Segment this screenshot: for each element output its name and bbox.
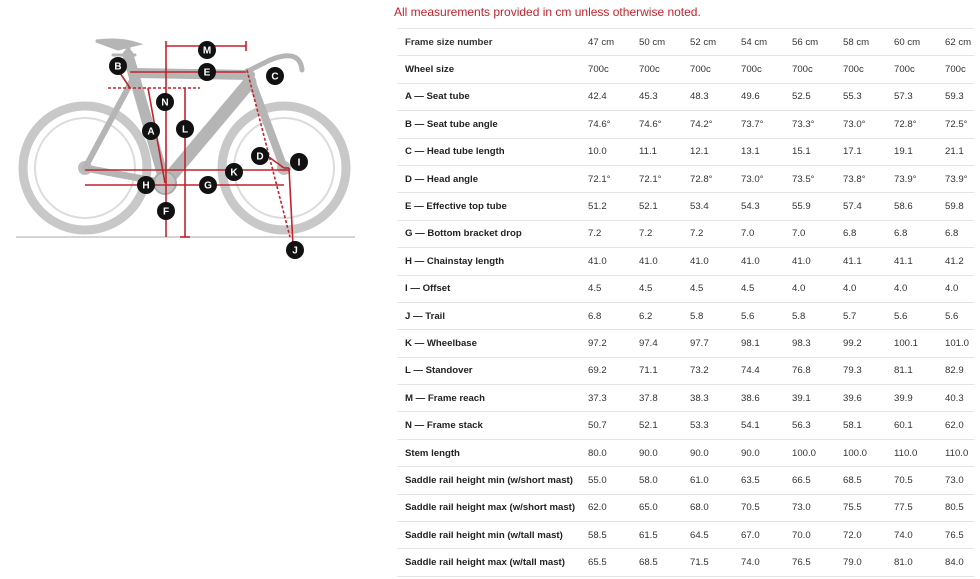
row-label: Wheel size (397, 56, 580, 83)
table-row (397, 385, 974, 412)
cell-value: 39.9 (886, 385, 937, 412)
cell-value: 73.9° (937, 165, 974, 192)
cell-value: 41.1 (886, 248, 937, 275)
size-header: 56 cm (784, 29, 835, 56)
cell-value: 39.1 (784, 385, 835, 412)
cell-value: 62.0 (580, 494, 631, 521)
row-label: I — Offset (397, 275, 580, 302)
cell-value: 55.9 (784, 193, 835, 220)
cell-value: 41.0 (682, 248, 733, 275)
cell-value: 68.5 (631, 549, 682, 576)
row-label: Saddle rail height max (w/short mast) (397, 494, 580, 521)
label-bubble-G (199, 176, 217, 194)
cell-value: 73.0° (835, 111, 886, 138)
svg-text:H: H (142, 180, 150, 192)
bike-geometry-diagram (0, 0, 370, 300)
table-row (397, 549, 974, 576)
cell-value: 7.2 (580, 220, 631, 247)
cell-value: 74.0 (886, 522, 937, 549)
cell-value: 73.2 (682, 357, 733, 384)
cell-value: 90.0 (631, 439, 682, 466)
cell-value: 6.8 (937, 220, 974, 247)
cell-value: 80.5 (937, 494, 974, 521)
cell-value: 69.2 (580, 357, 631, 384)
cell-value: 54.1 (733, 412, 784, 439)
cell-value: 101.0 (937, 330, 974, 357)
svg-text:F: F (162, 206, 170, 218)
cell-value: 5.8 (682, 302, 733, 329)
size-header: 60 cm (886, 29, 937, 56)
cell-value: 53.3 (682, 412, 733, 439)
label-bubble-L (176, 120, 194, 138)
table-row (397, 193, 974, 220)
cell-value: 700c (580, 56, 631, 83)
table-row (397, 494, 974, 521)
cell-value: 76.5 (784, 549, 835, 576)
cell-value: 72.1° (631, 165, 682, 192)
label-bubble-N (156, 93, 174, 111)
cell-value: 73.9° (886, 165, 937, 192)
cell-value: 71.5 (682, 549, 733, 576)
cell-value: 50.7 (580, 412, 631, 439)
svg-text:N: N (161, 97, 169, 109)
cell-value: 74.4 (733, 357, 784, 384)
cell-value: 73.0° (733, 165, 784, 192)
size-header: 47 cm (580, 29, 631, 56)
cell-value: 81.1 (886, 357, 937, 384)
cell-value: 15.1 (784, 138, 835, 165)
cell-value: 97.2 (580, 330, 631, 357)
cell-value: 80.0 (580, 439, 631, 466)
cell-value: 98.3 (784, 330, 835, 357)
cell-value: 13.1 (733, 138, 784, 165)
row-label: D — Head angle (397, 165, 580, 192)
cell-value: 7.2 (682, 220, 733, 247)
table-row (397, 138, 974, 165)
geometry-table-body (397, 29, 974, 577)
row-label: Saddle rail height min (w/tall mast) (397, 522, 580, 549)
table-row (397, 56, 974, 83)
table-header-row (397, 29, 974, 56)
label-bubble-E (198, 63, 216, 81)
cell-value: 73.0 (784, 494, 835, 521)
cell-value: 5.7 (835, 302, 886, 329)
cell-value: 48.3 (682, 83, 733, 110)
cell-value: 97.7 (682, 330, 733, 357)
cell-value: 63.5 (733, 467, 784, 494)
cell-value: 67.0 (733, 522, 784, 549)
label-bubble-H (137, 176, 155, 194)
cell-value: 4.0 (937, 275, 974, 302)
cell-value: 54.3 (733, 193, 784, 220)
cell-value: 72.8° (682, 165, 733, 192)
cell-value: 79.0 (835, 549, 886, 576)
table-row (397, 165, 974, 192)
cell-value: 41.0 (580, 248, 631, 275)
cell-value: 700c (937, 56, 974, 83)
cell-value: 6.2 (631, 302, 682, 329)
cell-value: 700c (886, 56, 937, 83)
cell-value: 700c (784, 56, 835, 83)
cell-value: 73.8° (835, 165, 886, 192)
table-row (397, 248, 974, 275)
cell-value: 55.3 (835, 83, 886, 110)
cell-value: 37.3 (580, 385, 631, 412)
cell-value: 65.5 (580, 549, 631, 576)
cell-value: 61.0 (682, 467, 733, 494)
cell-value: 81.0 (886, 549, 937, 576)
cell-value: 700c (835, 56, 886, 83)
cell-value: 71.1 (631, 357, 682, 384)
row-label: M — Frame reach (397, 385, 580, 412)
cell-value: 58.6 (886, 193, 937, 220)
svg-text:D: D (256, 151, 264, 163)
cell-value: 60.1 (886, 412, 937, 439)
cell-value: 58.1 (835, 412, 886, 439)
label-bubble-C (266, 67, 284, 85)
cell-value: 98.1 (733, 330, 784, 357)
cell-value: 79.3 (835, 357, 886, 384)
cell-value: 41.0 (631, 248, 682, 275)
label-bubble-F (157, 202, 175, 220)
row-label: Saddle rail height min (w/short mast) (397, 467, 580, 494)
cell-value: 55.0 (580, 467, 631, 494)
table-row (397, 83, 974, 110)
cell-value: 100.1 (886, 330, 937, 357)
cell-value: 72.8° (886, 111, 937, 138)
table-row (397, 357, 974, 384)
cell-value: 65.0 (631, 494, 682, 521)
svg-text:J: J (292, 245, 298, 257)
cell-value: 56.3 (784, 412, 835, 439)
cell-value: 61.5 (631, 522, 682, 549)
svg-text:C: C (271, 71, 279, 83)
cell-value: 100.0 (784, 439, 835, 466)
svg-text:L: L (181, 124, 189, 136)
table-row (397, 330, 974, 357)
cell-value: 110.0 (937, 439, 974, 466)
size-header: 62 cm (937, 29, 974, 56)
svg-text:K: K (230, 167, 238, 179)
cell-value: 58.0 (631, 467, 682, 494)
cell-value: 62.0 (937, 412, 974, 439)
cell-value: 6.8 (580, 302, 631, 329)
cell-value: 75.5 (835, 494, 886, 521)
row-label: G — Bottom bracket drop (397, 220, 580, 247)
cell-value: 5.6 (886, 302, 937, 329)
table-row (397, 412, 974, 439)
table-row (397, 439, 974, 466)
cell-value: 52.5 (784, 83, 835, 110)
cell-value: 52.1 (631, 193, 682, 220)
label-bubble-J (286, 241, 304, 259)
label-bubble-K (225, 163, 243, 181)
svg-text:A: A (147, 126, 155, 138)
row-label: Saddle rail height max (w/tall mast) (397, 549, 580, 576)
svg-text:M: M (202, 45, 212, 57)
cell-value: 76.5 (937, 522, 974, 549)
svg-text:B: B (114, 61, 122, 73)
cell-value: 72.5° (937, 111, 974, 138)
cell-value: 700c (631, 56, 682, 83)
cell-value: 73.0 (937, 467, 974, 494)
cell-value: 4.5 (580, 275, 631, 302)
row-label: A — Seat tube (397, 83, 580, 110)
cell-value: 70.0 (784, 522, 835, 549)
cell-value: 11.1 (631, 138, 682, 165)
cell-value: 4.0 (886, 275, 937, 302)
cell-value: 39.6 (835, 385, 886, 412)
cell-value: 73.7° (733, 111, 784, 138)
cell-value: 97.4 (631, 330, 682, 357)
cell-value: 66.5 (784, 467, 835, 494)
cell-value: 42.4 (580, 83, 631, 110)
cell-value: 73.5° (784, 165, 835, 192)
label-bubble-A (142, 122, 160, 140)
cell-value: 6.8 (835, 220, 886, 247)
table-row (397, 467, 974, 494)
table-row (397, 522, 974, 549)
label-bubble-I (290, 153, 308, 171)
cell-value: 40.3 (937, 385, 974, 412)
cell-value: 17.1 (835, 138, 886, 165)
cell-value: 700c (682, 56, 733, 83)
cell-value: 59.8 (937, 193, 974, 220)
cell-value: 74.2° (682, 111, 733, 138)
cell-value: 73.3° (784, 111, 835, 138)
row-label: L — Standover (397, 357, 580, 384)
cell-value: 7.0 (784, 220, 835, 247)
cell-value: 51.2 (580, 193, 631, 220)
cell-value: 53.4 (682, 193, 733, 220)
cell-value: 41.2 (937, 248, 974, 275)
row-label: Stem length (397, 439, 580, 466)
cell-value: 76.8 (784, 357, 835, 384)
cell-value: 70.5 (886, 467, 937, 494)
cell-value: 4.5 (631, 275, 682, 302)
header-label: Frame size number (397, 29, 580, 56)
row-label: N — Frame stack (397, 412, 580, 439)
measurement-units-note: All measurements provided in cm unless otherwise noted. (394, 5, 701, 19)
cell-value: 5.6 (937, 302, 974, 329)
cell-value: 7.0 (733, 220, 784, 247)
cell-value: 12.1 (682, 138, 733, 165)
cell-value: 37.8 (631, 385, 682, 412)
svg-text:E: E (203, 67, 211, 79)
label-bubble-M (198, 41, 216, 59)
cell-value: 38.3 (682, 385, 733, 412)
row-label: E — Effective top tube (397, 193, 580, 220)
cell-value: 74.6° (580, 111, 631, 138)
cell-value: 74.0 (733, 549, 784, 576)
size-header: 50 cm (631, 29, 682, 56)
cell-value: 49.6 (733, 83, 784, 110)
cell-value: 58.5 (580, 522, 631, 549)
size-header: 58 cm (835, 29, 886, 56)
label-bubble-B (109, 57, 127, 75)
cell-value: 57.3 (886, 83, 937, 110)
row-label: B — Seat tube angle (397, 111, 580, 138)
cell-value: 10.0 (580, 138, 631, 165)
cell-value: 90.0 (682, 439, 733, 466)
cell-value: 110.0 (886, 439, 937, 466)
cell-value: 52.1 (631, 412, 682, 439)
cell-value: 59.3 (937, 83, 974, 110)
row-label: H — Chainstay length (397, 248, 580, 275)
cell-value: 70.5 (733, 494, 784, 521)
cell-value: 68.0 (682, 494, 733, 521)
size-header: 52 cm (682, 29, 733, 56)
cell-value: 45.3 (631, 83, 682, 110)
cell-value: 72.0 (835, 522, 886, 549)
cell-value: 99.2 (835, 330, 886, 357)
cell-value: 41.1 (835, 248, 886, 275)
size-header: 54 cm (733, 29, 784, 56)
cell-value: 77.5 (886, 494, 937, 521)
svg-text:G: G (204, 180, 212, 192)
cell-value: 74.6° (631, 111, 682, 138)
table-row (397, 220, 974, 247)
row-label: K — Wheelbase (397, 330, 580, 357)
row-label: C — Head tube length (397, 138, 580, 165)
table-row (397, 111, 974, 138)
cell-value: 82.9 (937, 357, 974, 384)
cell-value: 700c (733, 56, 784, 83)
geometry-table (397, 28, 974, 577)
cell-value: 100.0 (835, 439, 886, 466)
cell-value: 4.0 (835, 275, 886, 302)
label-bubble-D (251, 147, 269, 165)
cell-value: 41.0 (784, 248, 835, 275)
cell-value: 6.8 (886, 220, 937, 247)
cell-value: 5.6 (733, 302, 784, 329)
row-label: J — Trail (397, 302, 580, 329)
cell-value: 90.0 (733, 439, 784, 466)
cell-value: 21.1 (937, 138, 974, 165)
cell-value: 38.6 (733, 385, 784, 412)
cell-value: 84.0 (937, 549, 974, 576)
cell-value: 5.8 (784, 302, 835, 329)
cell-value: 4.5 (682, 275, 733, 302)
cell-value: 72.1° (580, 165, 631, 192)
table-row (397, 275, 974, 302)
cell-value: 4.5 (733, 275, 784, 302)
cell-value: 57.4 (835, 193, 886, 220)
cell-value: 19.1 (886, 138, 937, 165)
table-row (397, 302, 974, 329)
cell-value: 68.5 (835, 467, 886, 494)
cell-value: 7.2 (631, 220, 682, 247)
cell-value: 64.5 (682, 522, 733, 549)
cell-value: 4.0 (784, 275, 835, 302)
cell-value: 41.0 (733, 248, 784, 275)
svg-text:I: I (297, 157, 301, 169)
